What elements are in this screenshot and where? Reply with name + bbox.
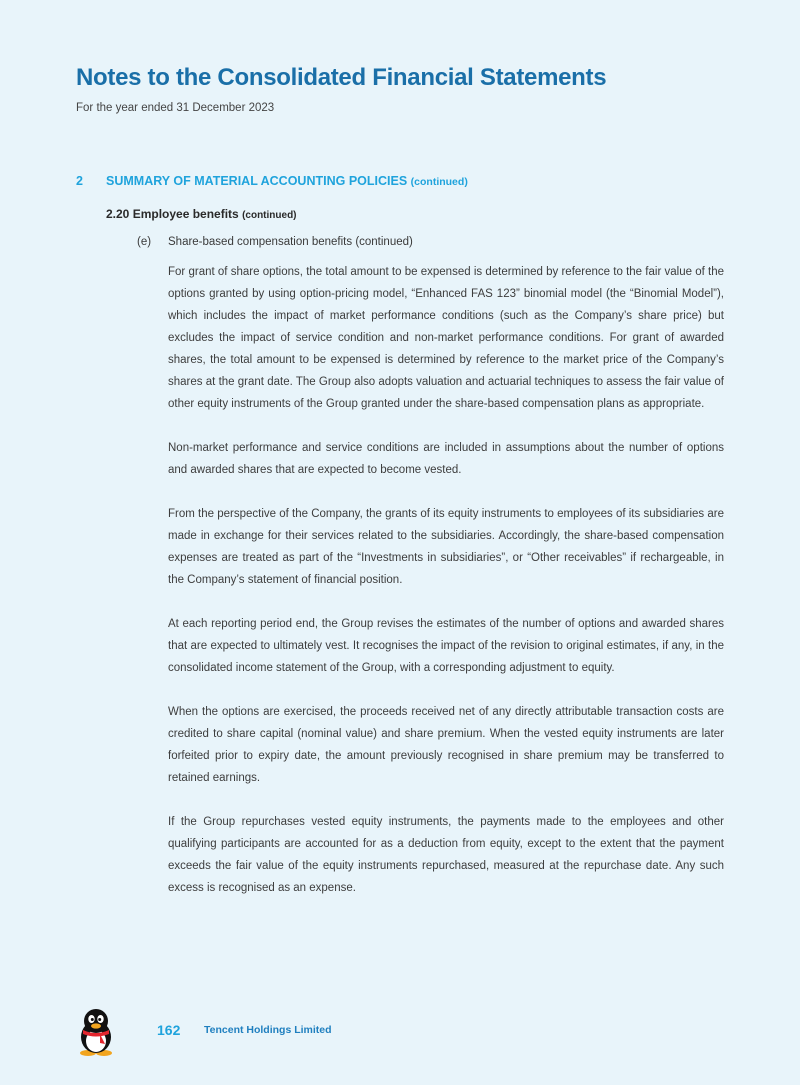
paragraph: When the options are exercised, the proceeds received net of any directly attributable transaction costs are credited to share capital (nominal value) and share premium. When the vested equity instruments are later forfeited prior to expiry date, the amount previously recognised in share premium may be transferred to retained earnings. (168, 706, 724, 784)
paragraph: For grant of share options, the total amount to be expensed is determined by reference to the fair value of the options granted by using option-pricing model, “Enhanced FAS 123” binomial model (the “Binomial Model”), which includes the impact of market performance conditions (such as the Company’s share price) but excludes the impact of service condition and non-market performance conditions. For grant of awarded shares, the total amount to be expensed is determined by reference to the market price of the Company’s shares at the grant date. The Group also adopts valuation and actuarial techniques to assess the fair value of other equity instruments of the Group granted under the share-based compensation plans as appropriate. (168, 266, 724, 410)
paragraph: At each reporting period end, the Group revises the estimates of the number of options and awarded shares that are expected to ultimately vest. It recognises the impact of the revision to original estimates, if any, in the consolidated income statement of the Group, with a corresponding adjustment to equity. (168, 618, 724, 674)
page-footer (0, 1000, 800, 1060)
item-title: Share-based compensation benefits (continued) (168, 236, 413, 248)
item-marker: (e) (137, 236, 152, 248)
subsection-heading (106, 207, 297, 221)
subsection-continued-label: (continued) (242, 210, 297, 221)
section-heading (76, 174, 468, 188)
penguin-mascot-icon (76, 1008, 116, 1056)
section-continued-label: (continued) (410, 176, 468, 188)
body-text (168, 261, 724, 921)
company-name: Tencent Holdings Limited (204, 1024, 332, 1036)
page-subtitle: For the year ended 31 December 2023 (76, 102, 275, 114)
paragraph: From the perspective of the Company, the grants of its equity instruments to employees of its subsidiaries are made in exchange for their services related to the subsidiaries. Accordingly, the share-based compensation expenses are treated as part of the “Investments in subsidiaries”, or “Other receivables” if rechargeable, in the Company’s statement of financial position. (168, 508, 724, 586)
item-heading (137, 236, 413, 248)
paragraph: Non-market performance and service conditions are included in assumptions about the number of options and awarded shares that are expected to become vested. (168, 442, 724, 476)
paragraph: If the Group repurchases vested equity instruments, the payments made to the employees and other qualifying participants are accounted for as a deduction from equity, except to the extent that the payment exceeds the fair value of the equity instruments repurchased, measured at the repurchase date. Any such excess is recognised as an expense. (168, 816, 724, 894)
subsection-title: 2.20 Employee benefits (106, 207, 239, 221)
section-number: 2 (76, 174, 83, 188)
page-number: 162 (157, 1022, 181, 1038)
page-title: Notes to the Consolidated Financial Statements (76, 64, 607, 91)
section-title: SUMMARY OF MATERIAL ACCOUNTING POLICIES (106, 174, 408, 188)
